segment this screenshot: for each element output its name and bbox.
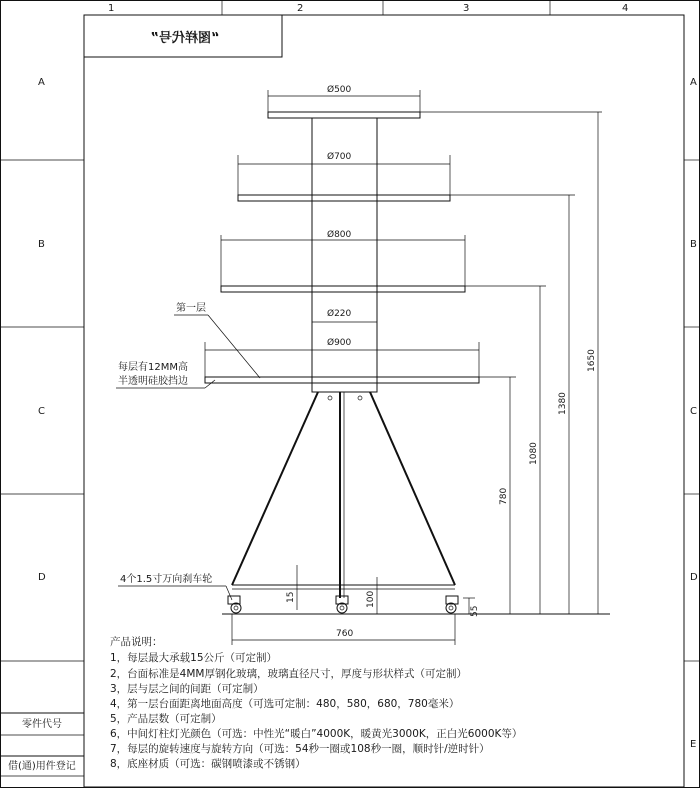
svg-text:1380: 1380 (558, 392, 568, 415)
svg-text:1650: 1650 (587, 349, 597, 372)
svg-text:4个1.5寸万向刹车轮: 4个1.5寸万向刹车轮 (120, 574, 213, 585)
svg-text:Ø220: Ø220 (327, 309, 352, 319)
dim-tier-3 (221, 229, 465, 286)
column-label-2: 2 (297, 3, 304, 14)
dim-height-1650 (587, 112, 598, 614)
dim-tier-2 (238, 151, 450, 195)
caster-left (228, 596, 241, 613)
dim-height-1080 (529, 286, 540, 614)
row-label-c: C (38, 406, 45, 417)
svg-text:760: 760 (336, 629, 354, 639)
note-line-4: 4，第一层台面距离地面高度（可选可定制：480，580，680，780毫米） (110, 698, 460, 710)
dim-column (312, 308, 377, 322)
note-line-5: 5，产品层数（可定制） (110, 713, 222, 725)
borrow-record-label: 借(通)用件登记 (8, 761, 76, 772)
column-label-1: 1 (108, 3, 115, 14)
tier-2-glass (238, 195, 450, 201)
svg-text:1080: 1080 (529, 442, 539, 465)
svg-text:780: 780 (499, 487, 509, 505)
caster-center (336, 596, 348, 613)
note-line-2: 2，台面标准是4MM厚钢化玻璃，玻璃直径尺寸，厚度与形状样式（可定制） (110, 668, 467, 680)
dim-tier-1 (268, 84, 420, 112)
row-label-b: B (38, 239, 45, 250)
callout-silicone-edge (116, 360, 215, 388)
dim-height-1380 (558, 195, 569, 614)
column-label-4: 4 (622, 3, 629, 14)
notes-heading: 产品说明： (110, 636, 163, 648)
part-code-label: 零件代号 (22, 719, 62, 730)
svg-text:15: 15 (286, 591, 296, 603)
row-label-c-right: C (690, 406, 697, 417)
tier-3-glass (221, 286, 465, 292)
tier-1-glass (268, 112, 420, 118)
dim-height-15 (286, 565, 302, 610)
svg-text:100: 100 (366, 590, 376, 608)
svg-text:Ø800: Ø800 (327, 230, 352, 240)
svg-text:Ø500: Ø500 (327, 85, 352, 95)
callout-casters (118, 572, 232, 600)
svg-text:Ø700: Ø700 (327, 152, 352, 162)
note-line-3: 3，层与层之间的间距（可定制） (110, 683, 264, 695)
leg-right (370, 392, 455, 585)
row-label-d-right: D (690, 572, 698, 583)
column-label-3: 3 (463, 3, 470, 14)
svg-text:半透明硅胶挡边: 半透明硅胶挡边 (118, 376, 188, 387)
row-label-a: A (38, 77, 45, 88)
row-label-e-right: E (690, 739, 697, 750)
dim-height-780 (499, 377, 510, 614)
dim-base-width (232, 614, 455, 645)
dim-base (205, 337, 479, 377)
product-notes (110, 635, 522, 770)
svg-text:每层有12MM高: 每层有12MM高 (118, 362, 188, 373)
row-label-d: D (38, 572, 46, 583)
svg-text:第一层: 第一层 (176, 303, 206, 314)
note-line-1: 1，每层最大承载15公斤（可定制） (110, 652, 278, 664)
leg-left (232, 392, 318, 585)
note-line-6: 6，中间灯柱灯光颜色（可选：中性光“暖白”4000K，暖黄光3000K，正白光6000K等） (110, 728, 523, 740)
dim-height-100 (366, 577, 377, 614)
row-label-a-right: A (690, 77, 697, 88)
svg-text:Ø900: Ø900 (327, 338, 352, 348)
svg-text:55: 55 (470, 605, 480, 617)
base-glass (205, 377, 479, 383)
title-box-text: “图样代号” (150, 31, 220, 46)
note-line-7: 7，每层的旋转速度与旋转方向（可选：54秒一圈或108秒一圈，顺时针/逆时针） (110, 743, 490, 755)
caster-right (446, 596, 458, 613)
motor-hub (312, 383, 377, 392)
note-line-8: 8，底座材质（可选：碳钢喷漆或不锈钢） (110, 758, 306, 770)
row-label-b-right: B (690, 239, 697, 250)
